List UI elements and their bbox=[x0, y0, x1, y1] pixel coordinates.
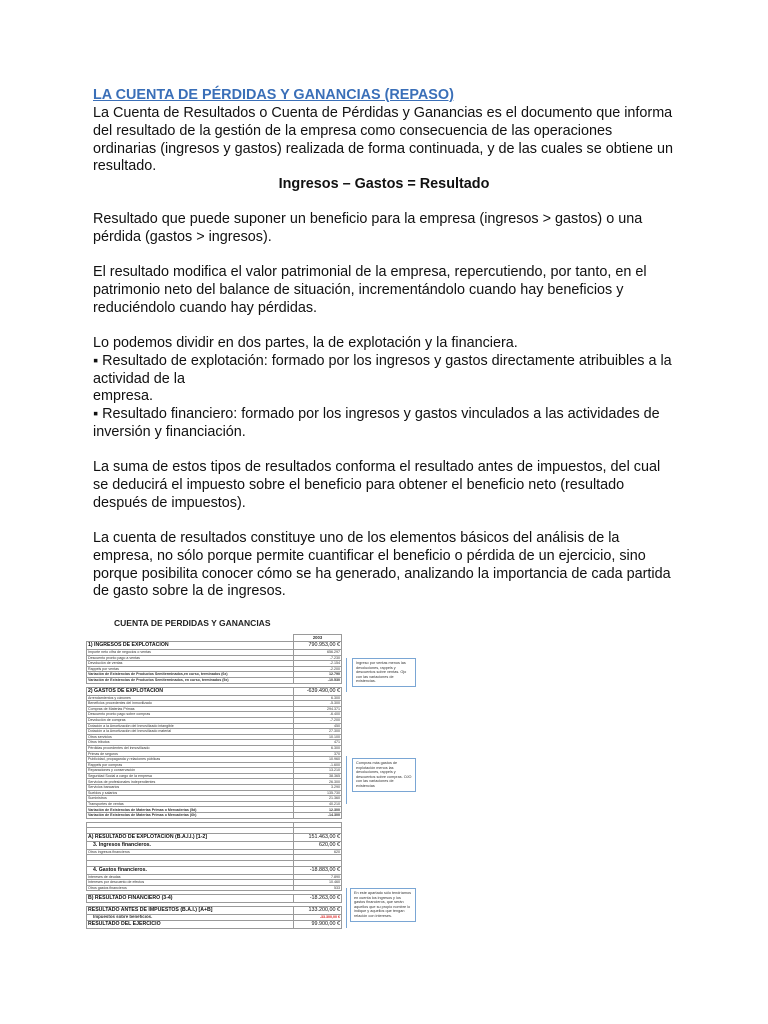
row-label: Otros tributos bbox=[87, 740, 294, 746]
row-label: Rappels por compras bbox=[87, 762, 294, 768]
note-connector bbox=[346, 756, 347, 804]
row-value: 26.300 bbox=[294, 779, 342, 785]
year-cell: 2003 bbox=[294, 635, 342, 642]
row-value: 6.300 bbox=[294, 695, 342, 701]
document-title: LA CUENTA DE PÉRDIDAS Y GANANCIAS (REPASO) bbox=[93, 87, 454, 103]
row-label: Servicios bancarios bbox=[87, 785, 294, 791]
row-label: Dotación a la Amortización del Inmovilizado intangible bbox=[87, 723, 294, 729]
ejercicio-row bbox=[87, 920, 342, 928]
row-label: Descuento pronto pago sobre compras bbox=[87, 712, 294, 718]
row-value: 656.297 bbox=[294, 650, 342, 656]
gas-fin-label: 4. Gastos financieros. bbox=[87, 866, 294, 874]
bullet-financiero: ▪ Resultado financiero: formado por los ingresos y gastos vinculados a las actividades de inversión y financiación. bbox=[93, 406, 660, 440]
cuenta-paragraph bbox=[93, 530, 678, 601]
row-label: Publicidad, propaganda y relaciones públicas bbox=[87, 757, 294, 763]
bai-value: 151.463,00 € bbox=[294, 833, 342, 841]
row-value: -10.530 bbox=[294, 677, 342, 683]
formula-line: Ingresos – Gastos = Resultado bbox=[278, 176, 490, 192]
note-connector bbox=[346, 888, 347, 928]
figure-title: CUENTA DE PERDIDAS Y GANANCIAS bbox=[114, 618, 271, 628]
gastos-total: -639.490,00 € bbox=[294, 687, 342, 695]
row-label: Sueldos y salarios bbox=[87, 790, 294, 796]
gastos-rows bbox=[87, 695, 342, 818]
row-value: -1.600 bbox=[294, 762, 342, 768]
note-financiero: En este apartado sólo tendríamos en cuenta los ingresos y los gastos financieros, que serán aquellos que su propio nombre lo indique y aquellos que tengan relación con intereses. bbox=[350, 888, 416, 922]
row-value: 10.960 bbox=[294, 757, 342, 763]
row-value: -2.154 bbox=[294, 661, 342, 667]
resultado-text: Resultado que puede suponer un beneficio para la empresa (ingresos > gastos) o una pérdida (gastos > ingresos). bbox=[93, 211, 643, 245]
row-label: Otros gastos financieros bbox=[87, 885, 294, 891]
row-value: -7.200 bbox=[294, 717, 342, 723]
note-gastos: Compras más gastos de explotación menos las devoluciones, rappels y descuentos sobre compras. OJO con las variaciones de existencias bbox=[352, 758, 416, 792]
row-value: 38.365 bbox=[294, 773, 342, 779]
row-label: Rappels por ventas bbox=[87, 666, 294, 672]
intro-text: La Cuenta de Resultados o Cuenta de Pérdidas y Ganancias es el documento que informa del resultado de la gestión de la empresa como consecuencia de las operaciones ordinarias (ingresos y gastos) realizada de forma continuada, y de las cuales se obtiene un resultado. bbox=[93, 105, 673, 175]
row-label: Arrendamientos y cánones bbox=[87, 695, 294, 701]
row-label: Intereses por descuento de efectos bbox=[87, 880, 294, 886]
row-value: 7.890 bbox=[294, 874, 342, 880]
bullet-explotacion: ▪ Resultado de explotación: formado por los ingresos y gastos directamente atribuibles a la actividad de la bbox=[93, 352, 672, 387]
bullet-explotacion-cont: empresa. bbox=[93, 388, 153, 405]
suma-text: La suma de estos tipos de resultados conforma el resultado antes de impuestos, del cual se deducirá el impuesto sobre el beneficio para obtener el beneficio neto (resultado después de impuestos). bbox=[93, 459, 661, 511]
bai-label: A) RESULTADO DE EXPLOTACIÓN (B.A.I.I.) [1-2] bbox=[87, 833, 294, 841]
row-label: Devolución de compras bbox=[87, 717, 294, 723]
patrimonio-paragraph bbox=[93, 264, 678, 317]
gastos-header: 2) GASTOS DE EXPLOTACIÓN bbox=[87, 687, 294, 695]
row-value: 21.360 bbox=[294, 796, 342, 802]
rai-value: 133.200,00 € bbox=[294, 907, 342, 915]
res-fin-label: B) RESULTADO FINANCIERO (3-4) bbox=[87, 895, 294, 903]
row-label: Importe neto cifra de negocios o ventas bbox=[87, 650, 294, 656]
row-value: 620 bbox=[294, 849, 342, 855]
rai-label: RESULTADO ANTES DE IMPUESTOS (B.A.I.) [A+B] bbox=[87, 907, 294, 915]
ingresos-total: 790.953,00 € bbox=[294, 642, 342, 650]
row-value: -2.200 bbox=[294, 666, 342, 672]
row-value: 471 bbox=[294, 740, 342, 746]
row-value: -5.300 bbox=[294, 701, 342, 707]
row-label: Suministros bbox=[87, 796, 294, 802]
resultado-paragraph bbox=[93, 211, 678, 247]
intro-paragraph bbox=[93, 105, 678, 176]
row-value: 450 bbox=[294, 723, 342, 729]
row-value: 12.300 bbox=[294, 807, 342, 813]
row-value: 12.790 bbox=[294, 672, 342, 678]
row-value: 533 bbox=[294, 885, 342, 891]
gastos-header-row bbox=[87, 687, 342, 695]
gas-fin-value: -18.883,00 € bbox=[294, 866, 342, 874]
row-label: Otros servicios bbox=[87, 734, 294, 740]
row-label: Devolución de ventas bbox=[87, 661, 294, 667]
bai-row bbox=[87, 833, 342, 841]
ejercicio-label: RESULTADO DEL EJERCICIO bbox=[87, 920, 294, 928]
gas-fin-rows bbox=[87, 874, 342, 891]
row-value: 135.730 bbox=[294, 790, 342, 796]
year-row bbox=[87, 635, 342, 642]
row-value: 3.290 bbox=[294, 785, 342, 791]
row-value: 10.460 bbox=[294, 880, 342, 886]
ing-fin-label: 3. Ingresos financieros. bbox=[87, 841, 294, 849]
res-fin-value: -18.263,00 € bbox=[294, 895, 342, 903]
note-connector bbox=[346, 658, 347, 692]
gas-fin-row bbox=[87, 866, 342, 874]
row-label: Compras de Materias Primas bbox=[87, 706, 294, 712]
ingresos-header-row bbox=[87, 642, 342, 650]
impuestos-value: -33.300,00 € bbox=[294, 915, 342, 921]
row-value: 13.210 bbox=[294, 768, 342, 774]
row-value: -6.400 bbox=[294, 712, 342, 718]
dividir-text: Lo podemos dividir en dos partes, la de explotación y la financiera. bbox=[93, 335, 518, 351]
pyg-table-figure bbox=[84, 606, 424, 986]
patrimonio-text: El resultado modifica el valor patrimonial de la empresa, repercutiendo, por tanto, en el patrimonio neto del balance de situación, incrementándolo cuando hay beneficios y reduciéndolo cuando hay pérdidas. bbox=[93, 264, 647, 316]
ingresos-rows bbox=[87, 650, 342, 684]
row-label: Intereses de deudas bbox=[87, 874, 294, 880]
res-fin-row bbox=[87, 895, 342, 903]
ing-fin-row bbox=[87, 841, 342, 849]
row-value: 294.371 bbox=[294, 706, 342, 712]
ing-fin-value: 620,00 € bbox=[294, 841, 342, 849]
row-label: Descuento pronto pago a ventas bbox=[87, 655, 294, 661]
row-label: Variación de Existencias de Materias Primas o Mercaderías (6h) bbox=[87, 813, 294, 819]
row-label: Beneficios procedentes del inmovilizado bbox=[87, 701, 294, 707]
row-value: 40.210 bbox=[294, 801, 342, 807]
ingresos-header: 1) INGRESOS DE EXPLOTACIÓN bbox=[87, 642, 294, 650]
row-label: Dotación a la Amortización del Inmovilizado material bbox=[87, 729, 294, 735]
row-value: 10.100 bbox=[294, 734, 342, 740]
row-label: Seguridad Social a cargo de la empresa bbox=[87, 773, 294, 779]
row-label: Servicios de profesionales independientes bbox=[87, 779, 294, 785]
row-label: Transportes de ventas bbox=[87, 801, 294, 807]
row-value: -7.230 bbox=[294, 655, 342, 661]
row-value: 370 bbox=[294, 751, 342, 757]
division-block bbox=[93, 335, 678, 442]
cuenta-text: La cuenta de resultados constituye uno de los elementos básicos del análisis de la empresa, no sólo porque permite cuantificar el beneficio o pérdida de un ejercicio, sino porque posibilita conocer cómo se ha generado, analizando la importancia de cada partida de gasto sobre la de ingresos. bbox=[93, 530, 671, 600]
rai-row bbox=[87, 907, 342, 915]
row-label: Primas de seguros bbox=[87, 751, 294, 757]
row-value: -14.300 bbox=[294, 813, 342, 819]
pyg-table bbox=[86, 634, 342, 929]
row-value: 6.300 bbox=[294, 745, 342, 751]
row-label: Variación de Existencias de Productos Semiterminados,en curso, terminados (6x) bbox=[87, 672, 294, 678]
row-label: Reparaciones y conservación bbox=[87, 768, 294, 774]
row-label: Variación de Existencias de Productos Semiterminados, en curso, terminados (5x) bbox=[87, 677, 294, 683]
note-ingresos: Ingreso por ventas menos las devoluciones, rappels y descuentos sobre ventas. Ojo con las variaciones de existencias. bbox=[352, 658, 416, 687]
ejercicio-value: 99.900,00 € bbox=[294, 920, 342, 928]
row-label: Otros ingresos financieros bbox=[87, 849, 294, 855]
row-label: Pérdidas procedentes del inmovilizado bbox=[87, 745, 294, 751]
impuestos-label: Impuestos sobre beneficios. bbox=[87, 915, 294, 921]
row-value: 27.300 bbox=[294, 729, 342, 735]
row-label: Variación de Existencias de Materias Primas o Mercaderías (5d) bbox=[87, 807, 294, 813]
suma-paragraph bbox=[93, 459, 678, 512]
